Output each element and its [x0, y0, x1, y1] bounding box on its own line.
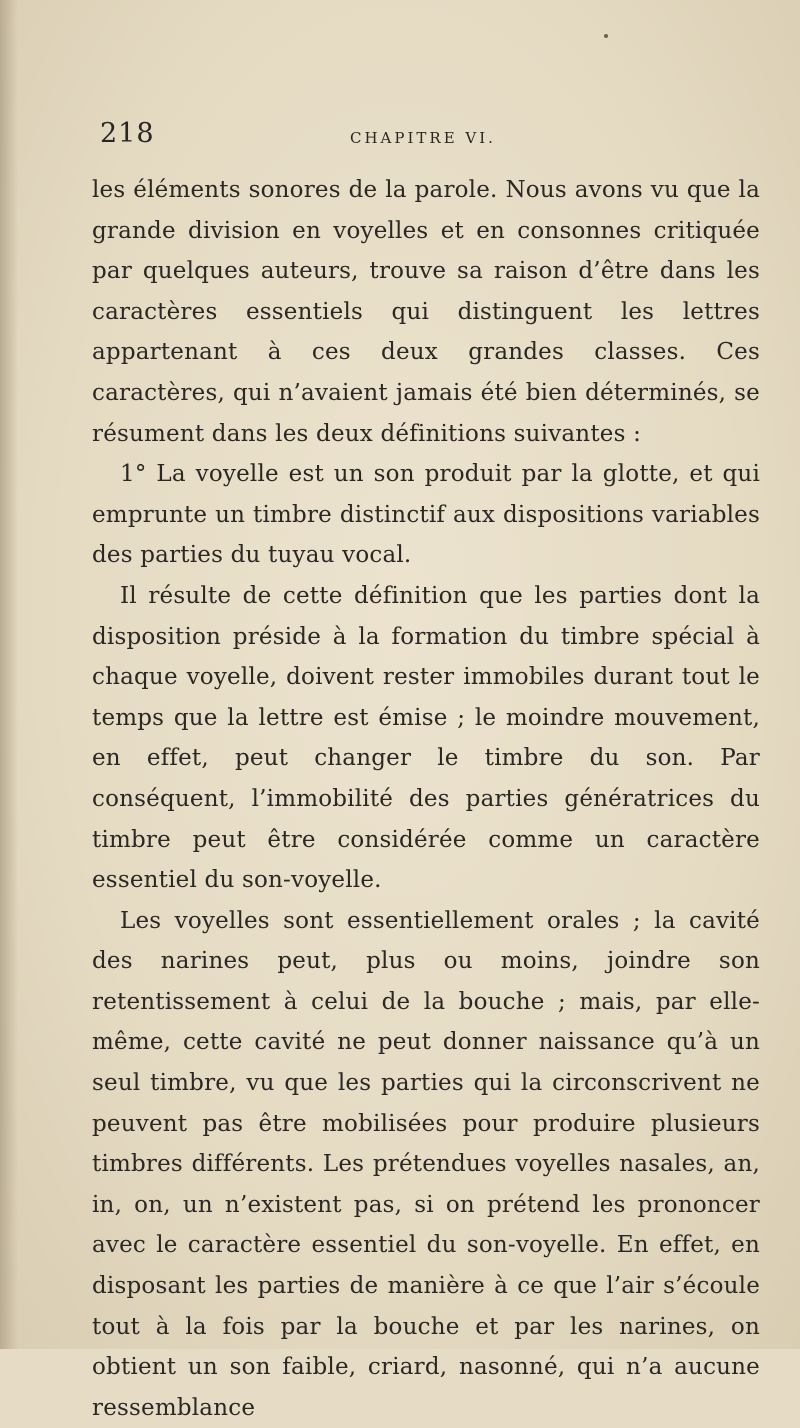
body-text	[92, 170, 760, 1428]
running-head: CHAPITRE VI.	[350, 129, 496, 147]
page-number: 218	[100, 118, 155, 149]
paragraph: Les voyelles sont essentiellement orales ; la cavité des narines peut, plus ou moins, joindre son retentissement à celui de la bouche ; mais, par elle-même, cette cavité ne peut donner naissance qu’à un seul timbre, vu que les parties qui la circonscrivent ne peuvent pas être mobilisées pour produire plusieurs timbres différents. Les prétendues voyelles nasales, an, in, on, un n’existent pas, si on prétend les prononcer avec le caractère essentiel du son-voyelle. En effet, en disposant les parties de manière à ce que l’air s’écoule tout à la fois par la bouche et par les narines, on obtient un son faible, criard, nasonné, qui n’a aucune ressemblance	[92, 907, 760, 1421]
page-header	[100, 118, 760, 158]
paragraph: les éléments sonores de la parole. Nous avons vu que la grande division en voyelles et en consonnes critiquée par quelques auteurs, trouve sa raison d’être dans les caractères essentiels qui distinguent les lettres appartenant à ces deux grandes classes. Ces caractères, qui n’avaient jamais été bien déterminés, se résument dans les deux définitions suivantes :	[92, 177, 760, 447]
ink-speck	[604, 34, 608, 38]
paragraph: 1° La voyelle est un son produit par la glotte, et qui emprunte un timbre distinctif aux dispositions variables des parties du tuyau vocal.	[92, 461, 760, 569]
paragraph: Il résulte de cette définition que les parties dont la disposition préside à la formation du timbre spécial à chaque voyelle, doivent rester immobiles durant tout le temps que la lettre est émise ; le moindre mouvement, en effet, peut changer le timbre du son. Par conséquent, l’immobilité des parties génératrices du timbre peut être considérée comme un caractère essentiel du son-voyelle.	[92, 582, 760, 894]
